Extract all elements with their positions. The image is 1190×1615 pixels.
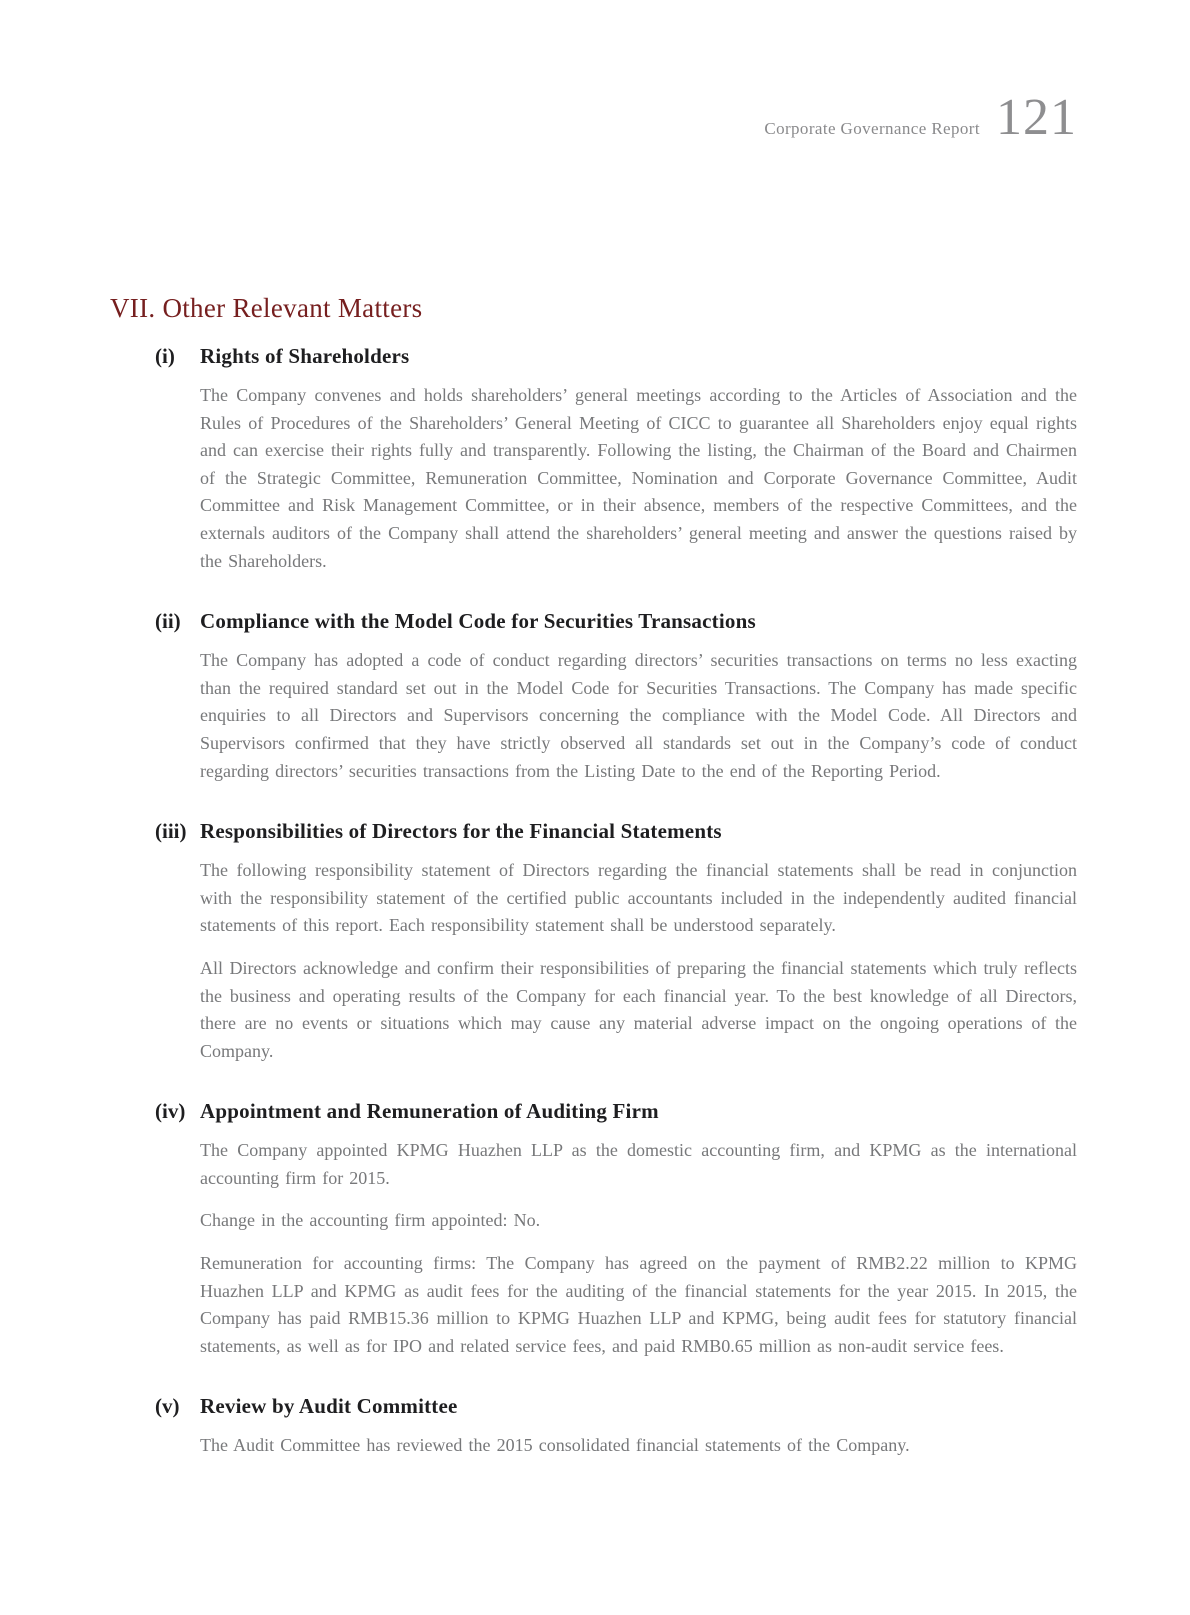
section-rights-of-shareholders xyxy=(155,344,1077,575)
chapter-title: Other Relevant Matters xyxy=(162,293,423,323)
section-number: (ii) xyxy=(155,609,181,634)
chapter-heading xyxy=(110,293,1077,324)
section-heading xyxy=(155,1394,1077,1419)
section-number: (iv) xyxy=(155,1099,186,1124)
section-number: (v) xyxy=(155,1394,180,1419)
paragraph: The following responsibility statement of Directors regarding the financial statements shall be read in conjunction with the responsibility statement of the certified public accountants included in the independently audited financial statements of this report. Each responsibility statement shall be understood separately. xyxy=(200,860,1077,936)
section-body xyxy=(200,1137,1077,1360)
section-auditing-firm xyxy=(155,1099,1077,1360)
paragraph: All Directors acknowledge and confirm their responsibilities of preparing the financial statements which truly reflects the business and operating results of the Company for each financial year. To the best knowledge of all Directors, there are no events or situations which may cause any material adverse impact on the ongoing operations of the Company. xyxy=(200,957,1077,1061)
report-title: Corporate Governance Report xyxy=(764,119,980,138)
section-title: Compliance with the Model Code for Securities Transactions xyxy=(200,609,756,634)
section-title: Appointment and Remuneration of Auditing Firm xyxy=(200,1099,659,1124)
section-title: Rights of Shareholders xyxy=(200,344,410,368)
main-content xyxy=(110,293,1077,1460)
page-header xyxy=(764,89,1077,146)
paragraph: The Company has adopted a code of conduct regarding directors’ securities transactions on terms no less exacting than the required standard set out in the Model Code for Securities Transactions. The Company has made specific enquiries to all Directors and Supervisors concerning the compliance with the Model Code. All Directors and Supervisors confirmed that they have strictly observed all standards set out in the Company’s code of conduct regarding directors’ securities transactions from the Listing Date to the end of the Reporting Period. xyxy=(200,650,1077,781)
section-number: (i) xyxy=(155,344,175,368)
paragraph: The Company convenes and holds shareholders’ general meetings according to the Articles of Association and the Rules of Procedures of the Shareholders’ General Meeting of CICC to guarantee all Shareholders enjoy equal rights and can exercise their rights fully and transparently. Following the listing, the Chairman of the Board and Chairmen of the Strategic Committee, Remuneration Committee, Nomination and Corporate Governance Committee, Audit Committee and Risk Management Committee, or in their absence, members of the respective Committees, and the externals auditors of the Company shall attend the shareholders’ general meeting and answer the questions raised by the Shareholders. xyxy=(200,385,1077,571)
chapter-number: VII. xyxy=(110,293,156,323)
section-body xyxy=(200,382,1077,575)
paragraph: Remuneration for accounting firms: The Company has agreed on the payment of RMB2.22 million to KPMG Huazhen LLP and KPMG as audit fees for the auditing of the financial statements for the year 2015. In 2015, the Company has paid RMB15.36 million to KPMG Huazhen LLP and KPMG, being audit fees for statutory financial statements, as well as for IPO and related service fees, and paid RMB0.65 million as non-audit service fees. xyxy=(200,1253,1077,1356)
paragraph: The Audit Committee has reviewed the 2015 consolidated financial statements of the Company. xyxy=(200,1435,910,1456)
section-body xyxy=(200,647,1077,785)
section-heading xyxy=(155,819,1077,844)
section-model-code-compliance xyxy=(155,609,1077,785)
section-audit-committee-review xyxy=(155,1394,1077,1460)
section-directors-responsibilities xyxy=(155,819,1077,1065)
section-title: Responsibilities of Directors for the Financial Statements xyxy=(200,819,722,844)
section-heading xyxy=(155,1099,1077,1124)
section-body xyxy=(200,1432,1077,1460)
section-number: (iii) xyxy=(155,819,187,844)
paragraph: Change in the accounting firm appointed: No. xyxy=(200,1210,541,1231)
section-heading xyxy=(155,609,1077,634)
paragraph: The Company appointed KPMG Huazhen LLP as the domestic accounting firm, and KPMG as the international accounting firm for 2015. xyxy=(200,1140,1077,1188)
section-title: Review by Audit Committee xyxy=(200,1394,458,1419)
page-number: 121 xyxy=(996,89,1077,146)
section-heading xyxy=(155,344,1077,369)
section-body xyxy=(200,857,1077,1065)
